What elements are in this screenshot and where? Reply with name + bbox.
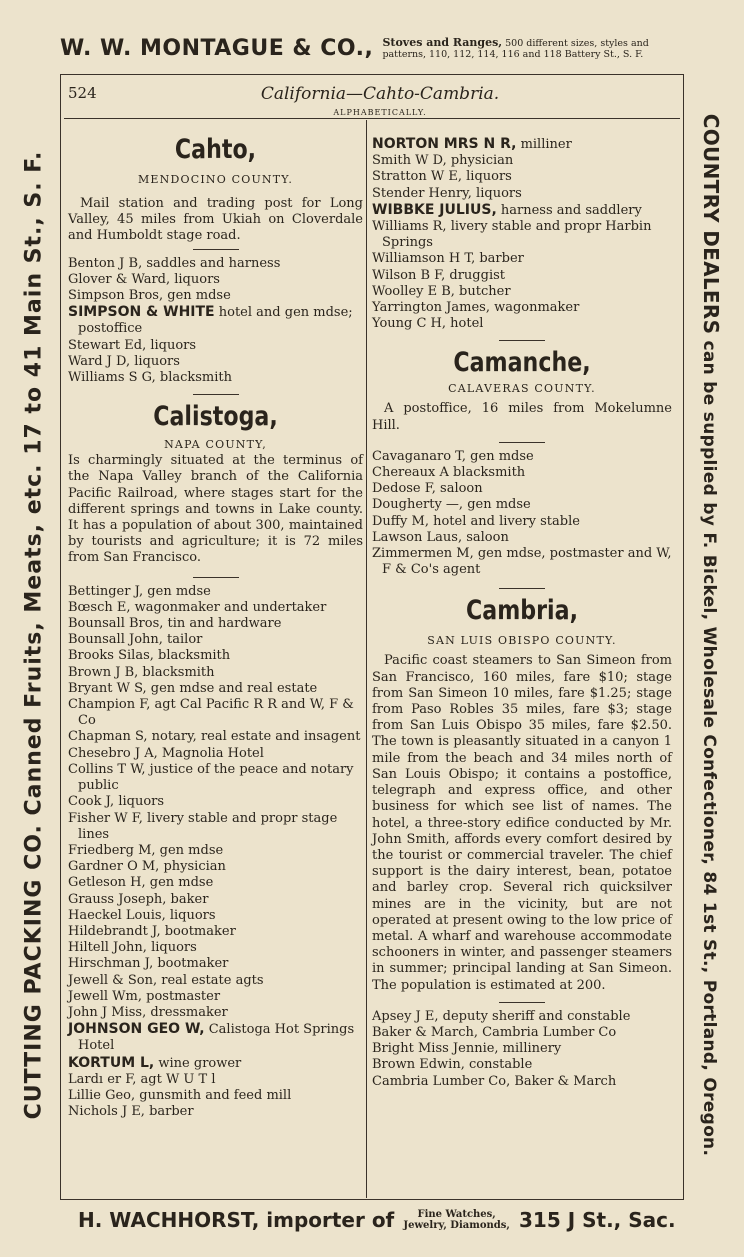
- county-name: MENDOCINO COUNTY.: [137, 173, 294, 186]
- top-ad-line1-rest: 500 different sizes, styles and: [502, 38, 649, 49]
- header-rule: [64, 118, 680, 119]
- directory-entry: Hirschman J, bootmaker: [68, 956, 229, 972]
- section-camanche: [372, 347, 672, 589]
- directory-entry: Cambria Lumber Co, Baker & March: [372, 1073, 617, 1089]
- directory-entry: Lillie Geo, gunsmith and feed mill: [68, 1087, 292, 1103]
- town-name: Cahto,: [174, 134, 257, 165]
- separator-rule: [193, 577, 239, 578]
- directory-entry: Bryant W S, gen mdse and real estate: [68, 680, 318, 696]
- directory-entry: Ward J D, liquors: [68, 353, 180, 369]
- directory-entry: Hildebrandt J, bootmaker: [68, 923, 236, 939]
- directory-entry: Chereaux A blacksmith: [372, 465, 526, 481]
- left-column: [68, 122, 363, 1120]
- section-calistoga-continued: [372, 136, 672, 341]
- directory-entry: Jewell Wm, postmaster: [68, 988, 221, 1004]
- directory-entry: Chapman S, notary, real estate and insagent: [68, 729, 361, 745]
- directory-entry: Bounsall Bros, tin and hardware: [68, 616, 282, 632]
- continued-entries-a: [372, 153, 672, 202]
- bottom-ad-part1: H. WACHHORST, importer of: [78, 1208, 395, 1232]
- directory-entry: John J Miss, dressmaker: [68, 1004, 228, 1020]
- separator-rule: [499, 442, 545, 443]
- page-number: 524: [68, 84, 97, 102]
- directory-entry: Bettinger J, gen mdse: [68, 583, 211, 599]
- top-ad-details: [382, 37, 648, 60]
- bottom-advertisement: [60, 1208, 690, 1244]
- right-margin-advertisement: [686, 70, 736, 1200]
- section-cambria: [372, 595, 672, 1089]
- directory-entry: Friedberg M, gen mdse: [68, 842, 224, 858]
- entry-name: KORTUM L,: [68, 1054, 155, 1071]
- top-ad-line2: patterns, 110, 112, 114, 116 and 118 Battery St., S. F.: [382, 49, 644, 60]
- directory-entry: Dedose F, saloon: [372, 481, 483, 497]
- directory-entry: Jewell & Son, real estate agts: [68, 972, 264, 988]
- directory-entry: Bounsall John, tailor: [68, 632, 203, 648]
- bottom-ad-stack: [403, 1209, 510, 1231]
- separator-rule: [499, 1002, 545, 1003]
- entry-detail: hotel and gen mdse; postoffice: [78, 305, 353, 337]
- directory-entry: Stender Henry, liquors: [372, 185, 522, 201]
- directory-entry: Zimmermen M, gen mdse, postmaster and W, F & Co's agent: [372, 546, 672, 578]
- directory-entry: Brooks Silas, blacksmith: [68, 648, 231, 664]
- directory-entry: Lawson Laus, saloon: [372, 529, 509, 545]
- directory-entry: Apsey J E, deputy sheriff and constable: [372, 1008, 631, 1024]
- separator-rule: [193, 394, 239, 395]
- directory-entry: Williams R, livery stable and propr Harbin Springs: [372, 219, 652, 251]
- directory-entry: Young C H, hotel: [372, 316, 484, 332]
- bottom-ad-stack-line2: Jewelry, Diamonds,: [403, 1220, 510, 1231]
- separator-rule: [193, 249, 239, 250]
- county-name: CALAVERAS COUNTY.: [448, 382, 596, 396]
- directory-entry-bold: [68, 1055, 363, 1072]
- town-description: A postoffice, 16 miles from Mokelumne Hill.: [372, 401, 672, 433]
- town-description: Pacific coast steamers to San Simeon from San Francisco, 160 miles, fare $10; stage from San Simeon 10 miles, fare $1.25; stage from Paso Robles 35 miles, fare $3; stage from San Luis Obispo 35 miles, fare $2.50. The town is pleasantly situated in a canyon 1 mile from the beach and 34 miles north of San Louis Obispo; it contains a postoffice, telegraph and express office, and other business for which see list of names. The hotel, a three-story edifice conducted by Mr. John Smith, affords every comfort desired by the tourist or commercial traveler. The chief support is the dairy interest, bean, potatoe and barley crop. Several rich quicksilver mines are in the vicinity, but are not operated at present owing to the low price of metal. A wharf and warehouse accommodate schooners in winter, and passenger steamers in summer; principal landing at San Simeon. The population is estimated at 200.: [372, 653, 672, 993]
- directory-entry: Williams S G, blacksmith: [68, 370, 233, 386]
- directory-entry: Fisher W F, livery stable and propr stage lines: [68, 810, 338, 842]
- directory-entry: Brown Edwin, constable: [372, 1057, 533, 1073]
- directory-entry-bold: [372, 202, 672, 219]
- directory-entry: Getleson H, gen mdse: [68, 875, 214, 891]
- directory-entry-bold: [372, 136, 672, 153]
- directory-entry: Stratton W E, liquors: [372, 169, 512, 185]
- directory-entry: Haeckel Louis, liquors: [68, 907, 216, 923]
- town-description: Is charmingly situated at the terminus of the Napa Valley branch of the California Pacific Railroad, where stages start for the different springs and towns in Lake county. It has a population of about 300, maintained by tourists and agriculture; it is 72 miles from San Francisco.: [68, 453, 363, 566]
- cambria-entries: [372, 1009, 672, 1090]
- entry-detail: milliner: [516, 137, 572, 152]
- directory-entry: Cook J, liquors: [68, 794, 165, 810]
- directory-entry: Nichols J E, barber: [68, 1104, 194, 1120]
- directory-entry: Baker & March, Cambria Lumber Co: [372, 1024, 617, 1040]
- directory-entry: Brown J B, blacksmith: [68, 664, 215, 680]
- column-divider: [366, 120, 367, 1198]
- entry-name: JOHNSON GEO W,: [68, 1021, 205, 1038]
- top-ad-line1: Stoves and Ranges,: [382, 36, 503, 49]
- directory-entry: Smith W D, physician: [372, 153, 514, 169]
- county-name: SAN LUIS OBISPO COUNTY.: [427, 634, 617, 648]
- directory-entry: Duffy M, hotel and livery stable: [372, 513, 580, 529]
- entry-detail: harness and saddlery: [496, 202, 642, 218]
- right-column: [372, 122, 672, 1090]
- directory-entry: Dougherty —, gen mdse: [372, 497, 531, 513]
- directory-entry: Cavaganaro T, gen mdse: [372, 448, 534, 464]
- alphabetically-label: ALPHABETICALLY.: [333, 108, 427, 117]
- directory-entry: Chesebro J A, Magnolia Hotel: [68, 745, 264, 761]
- running-head: California—Cahto-Cambria.: [260, 84, 500, 104]
- section-calistoga: [68, 401, 363, 1120]
- bottom-ad-stack-line1: Fine Watches,: [417, 1209, 496, 1220]
- calistoga-entries-a: [68, 584, 363, 1021]
- entry-name: SIMPSON & WHITE: [68, 304, 215, 321]
- continued-entries-b: [372, 219, 672, 332]
- directory-entry-bold: [68, 304, 363, 337]
- directory-entry: Bright Miss Jennie, millinery: [372, 1041, 562, 1057]
- directory-entry: Woolley E B, butcher: [372, 283, 511, 299]
- directory-entry: Champion F, agt Cal Pacific R R and W, F & Co: [68, 697, 354, 729]
- left-ad-text: CUTTING PACKING CO. Canned Fruits, Meats, etc. 17 to 41 Main St., S. F.: [21, 150, 47, 1120]
- directory-entry: Williamson H T, barber: [372, 251, 524, 267]
- entry-name: WIBBKE JULIUS,: [372, 201, 497, 218]
- directory-entry: Stewart Ed, liquors: [68, 337, 197, 353]
- directory-entry: Grauss Joseph, baker: [68, 891, 209, 907]
- entry-name: NORTON MRS N R,: [372, 136, 517, 152]
- top-advertisement: [60, 36, 690, 68]
- directory-entry: Glover & Ward, liquors: [68, 271, 220, 287]
- directory-entry: Hiltell John, liquors: [68, 940, 197, 956]
- directory-entry: Gardner O M, physician: [68, 859, 226, 875]
- right-ad-text: [699, 114, 723, 1156]
- bottom-ad-part2: 315 J St., Sac.: [518, 1208, 676, 1232]
- left-margin-advertisement: [10, 70, 58, 1200]
- directory-entry-bold: [68, 1021, 363, 1054]
- county-name: NAPA COUNTY,: [164, 438, 267, 452]
- right-ad-part2: can be supplied by F. Bickel, Wholesale Confectioner, 84 1st St., Portland, Oregon.: [699, 334, 719, 1157]
- town-description: Mail station and trading post for Long Valley, 45 miles from Ukiah on Cloverdale and Humboldt stage road.: [68, 196, 363, 244]
- town-name: Cambria,: [466, 595, 578, 627]
- directory-entry: Bœsch E, wagonmaker and undertaker: [68, 599, 327, 615]
- directory-entry: Collins T W, justice of the peace and notary public: [68, 761, 354, 794]
- section-cahto: [68, 134, 363, 395]
- entry-detail: Calistoga Hot Springs Hotel: [78, 1022, 355, 1054]
- directory-entry: Wilson B F, druggist: [372, 267, 506, 283]
- separator-rule: [499, 340, 545, 341]
- town-name: Camanche,: [453, 347, 591, 379]
- directory-entry: Simpson Bros, gen mdse: [68, 288, 231, 304]
- separator-rule: [499, 588, 545, 589]
- top-ad-name: W. W. MONTAGUE & CO.,: [60, 36, 374, 61]
- entry-detail: wine grower: [154, 1055, 242, 1071]
- calistoga-entries-b: [68, 1072, 363, 1121]
- right-ad-part1: COUNTRY DEALERS: [699, 113, 723, 335]
- directory-entry: Lardı er F, agt W U T l: [68, 1071, 216, 1087]
- camanche-entries: [372, 449, 672, 579]
- directory-entry: Benton J B, saddles and harness: [68, 255, 281, 271]
- directory-entry: Yarrington James, wagonmaker: [372, 300, 580, 316]
- town-name: Calistoga,: [153, 401, 278, 433]
